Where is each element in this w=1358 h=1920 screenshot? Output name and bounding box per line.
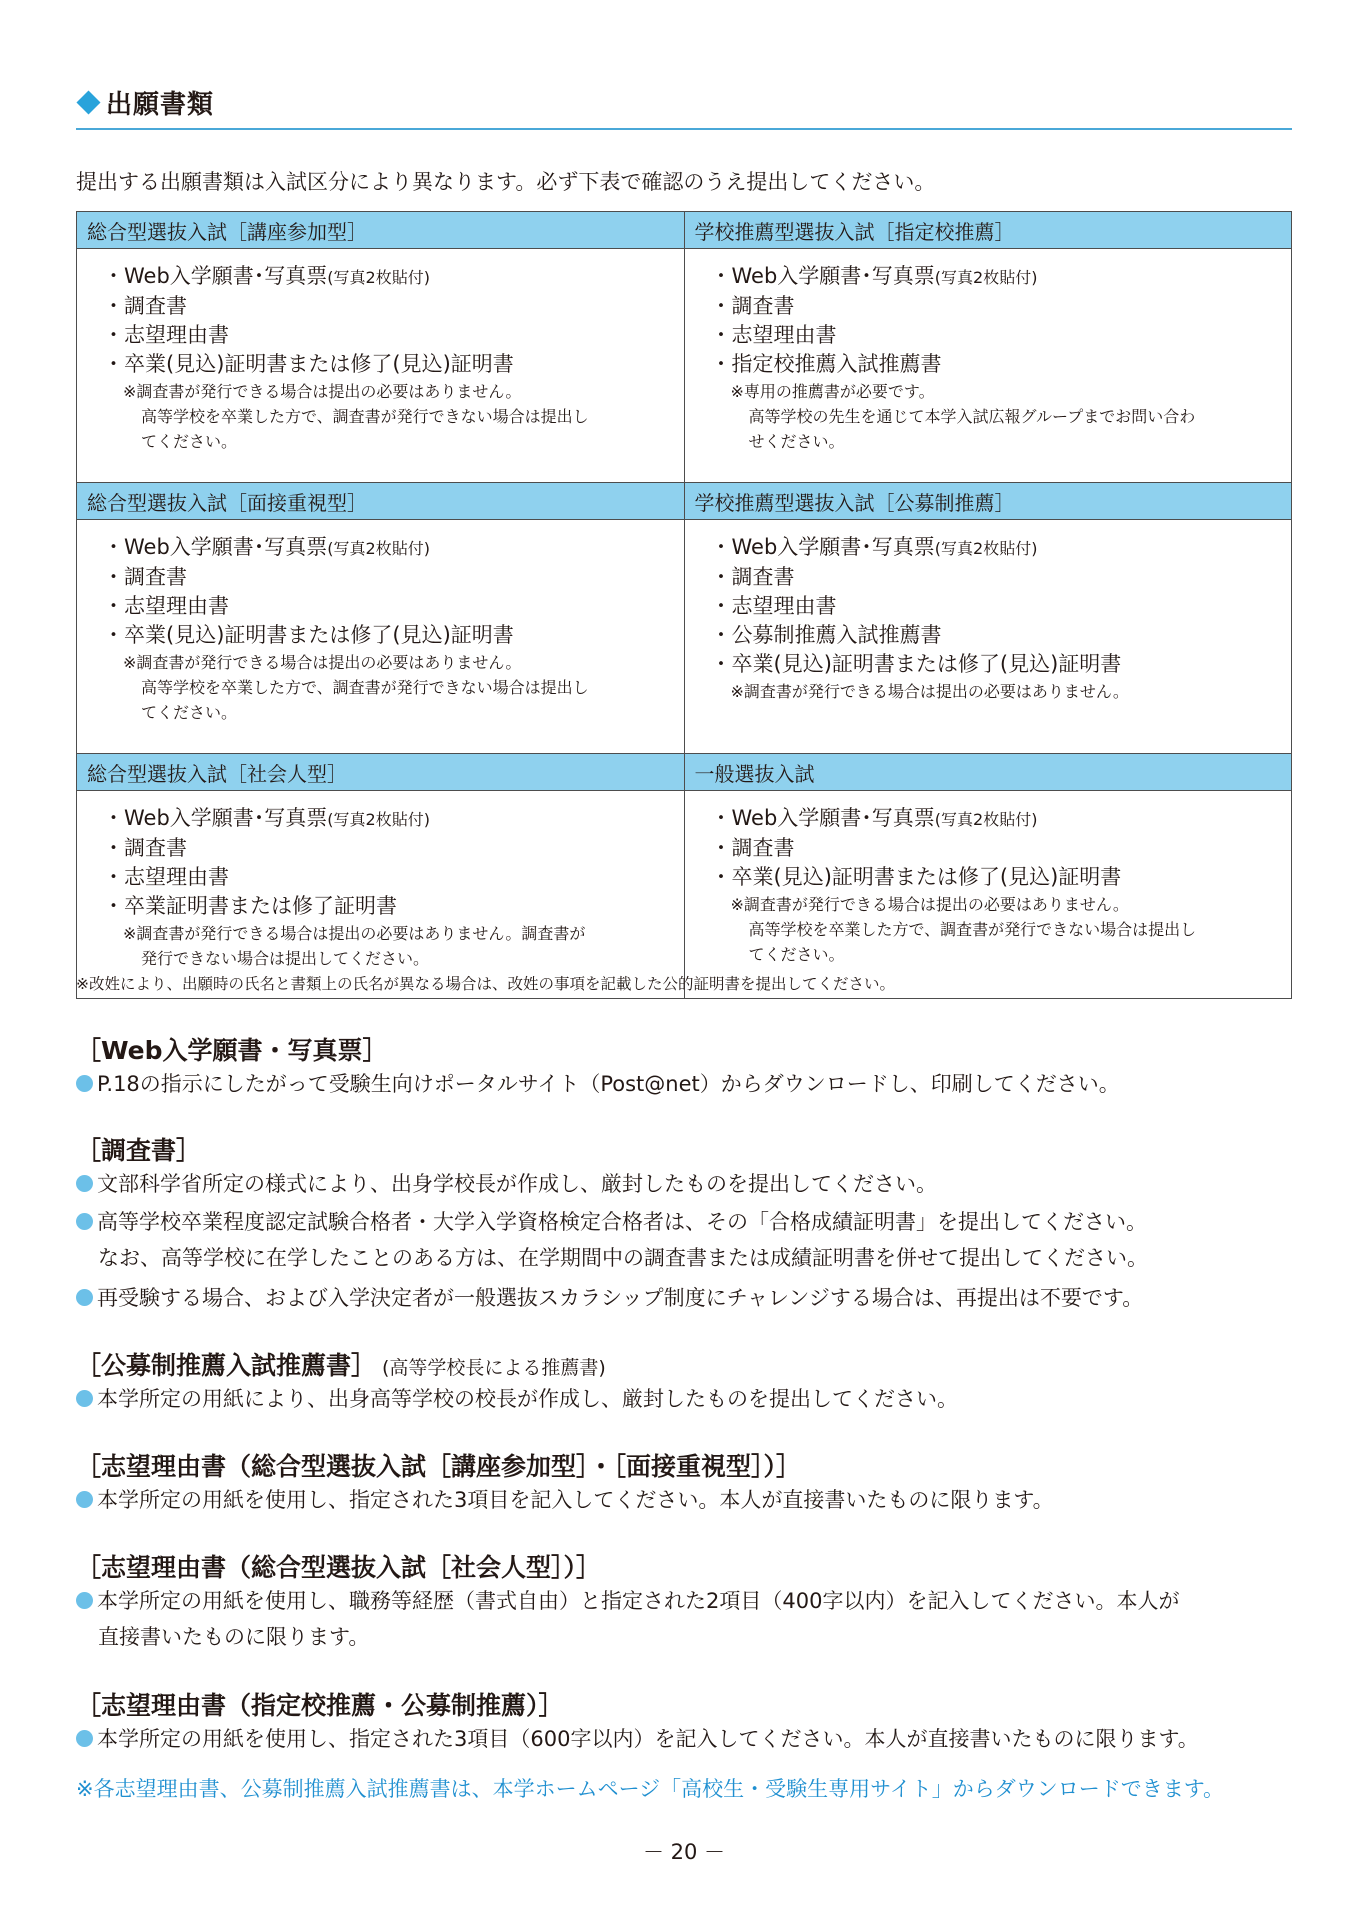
document-item: [103, 533, 668, 563]
document-note: [103, 921, 668, 971]
document-item-text: ・志望理由書: [103, 865, 229, 889]
bullet-dot-icon: [76, 1075, 93, 1092]
document-item: [103, 592, 668, 621]
document-note-line: ※調査書が発行できる場合は提出の必要はありません。: [123, 382, 522, 401]
download-note: ※各志望理由書、公募制推薦入試推薦書は、本学ホームページ「高校生・受験生専用サイト」からダウンロードできます。: [76, 1777, 1225, 1801]
document-note-line: てください。: [141, 432, 238, 451]
document-item: [711, 292, 1276, 321]
document-item: [103, 563, 668, 592]
document-item-text: ・Web入学願書･写真票: [103, 806, 328, 830]
documents-table: [76, 211, 1292, 999]
document-note: [103, 379, 668, 454]
document-item: [711, 863, 1276, 892]
document-item-text: ・卒業(見込)証明書または修了(見込)証明書: [103, 352, 514, 376]
document-note: [711, 679, 1276, 704]
document-item: [711, 834, 1276, 863]
document-item: [103, 834, 668, 863]
document-item: [103, 892, 668, 921]
document-note-line: 高等学校の先生を通じて本学入試広報グループまでお問い合わ: [748, 407, 1196, 426]
heading-shibou-2: ［志望理由書（総合型選抜入試［社会人型］）］: [76, 1553, 602, 1582]
section-title-text: 出願書類: [106, 90, 215, 120]
document-item-text: ・指定校推薦入試推薦書: [710, 352, 942, 376]
table-footnote: ※改姓により、出願時の氏名と書類上の氏名が異なる場合は、改姓の事項を記載した公的証明書を提出してください。: [76, 975, 895, 993]
table-body-row: [77, 791, 1292, 999]
document-note-line: てください。: [141, 703, 238, 722]
required-documents-cell: [684, 249, 1292, 483]
heading-shibou-1: ［志望理由書（総合型選抜入試［講座参加型］・［面接重視型］）］: [76, 1452, 802, 1481]
document-note: [711, 379, 1276, 454]
heading-web-application: ［Web入学願書・写真票］: [76, 1036, 388, 1065]
heading-chousasho: ［調査書］: [76, 1136, 202, 1165]
document-note-line: ※専用の推薦書が必要です。: [730, 382, 935, 401]
section-title: [76, 80, 1292, 130]
document-item: [103, 292, 668, 321]
document-item-text: ・Web入学願書･写真票: [710, 535, 935, 559]
document-note: [103, 650, 668, 725]
bullet-chousa-3: 再受験する場合、および入学決定者が一般選抜スカラシップ制度にチャレンジする場合は、再提出は不要です。: [76, 1280, 1143, 1316]
document-item-text: ・志望理由書: [710, 594, 837, 618]
document-item-text: ・調査書: [103, 294, 187, 318]
document-item-text: ・Web入学願書･写真票: [103, 264, 328, 288]
document-item: [711, 533, 1276, 563]
document-item-text: ・調査書: [710, 565, 795, 589]
document-note-line: ※調査書が発行できる場合は提出の必要はありません。: [730, 682, 1129, 701]
document-note-line: ※調査書が発行できる場合は提出の必要はありません。: [123, 653, 522, 672]
exam-category-heading: 学校推薦型選抜入試［指定校推薦］: [684, 212, 1292, 249]
table-header-row: [77, 754, 1292, 791]
document-note-line: 高等学校を卒業した方で、調査書が発行できない場合は提出し: [748, 920, 1197, 939]
table-header-row: [77, 483, 1292, 520]
document-item-text: ・調査書: [103, 836, 187, 860]
document-item: [103, 321, 668, 350]
document-item-text: ・卒業(見込)証明書または修了(見込)証明書: [103, 623, 514, 647]
exam-category-heading: 総合型選抜入試［社会人型］: [77, 754, 685, 791]
document-note-line: 発行できない場合は提出してください。: [141, 949, 430, 968]
bullet-koubo-1: 本学所定の用紙により、出身高等学校の校長が作成し、厳封したものを提出してください。: [76, 1381, 958, 1417]
document-item: [711, 804, 1276, 834]
exam-category-heading: 総合型選抜入試［面接重視型］: [77, 483, 685, 520]
bullet-chousa-1: 文部科学省所定の様式により、出身学校長が作成し、厳封したものを提出してください。: [76, 1166, 937, 1202]
bullet-dot-icon: [76, 1289, 93, 1306]
bullet-dot-icon: [76, 1730, 93, 1747]
document-item: [711, 321, 1276, 350]
bullet-shibou1-1: 本学所定の用紙を使用し、指定された3項目を記入してください。本人が直接書いたものに限ります。: [76, 1482, 1054, 1518]
document-item: [711, 350, 1276, 379]
document-item-text: ・志望理由書: [103, 594, 229, 618]
heading-koubo-recommendation: ［公募制推薦入試推薦書］ (高等学校長による推薦書): [76, 1351, 606, 1380]
document-item-text: ・志望理由書: [710, 323, 837, 347]
document-item-text: ・卒業(見込)証明書または修了(見込)証明書: [710, 652, 1122, 676]
required-documents-cell: [77, 249, 685, 483]
table-header-row: [77, 212, 1292, 249]
document-item: [103, 863, 668, 892]
document-item: [711, 563, 1276, 592]
document-note: [711, 892, 1276, 967]
table-body-row: [77, 249, 1292, 483]
bullet-shibou2-1: 本学所定の用紙を使用し、職務等経歴（書式自由）と指定された2項目（400字以内）を記入してください。本人が 直接書いたものに限ります。: [76, 1583, 1179, 1655]
document-item-text: ・調査書: [103, 565, 187, 589]
document-note-line: せください。: [748, 432, 845, 451]
bullet-dot-icon: [76, 1592, 93, 1609]
document-item-text: ・公募制推薦入試推薦書: [710, 623, 942, 647]
document-item-text: ・Web入学願書･写真票: [103, 535, 328, 559]
document-item: [711, 262, 1276, 292]
document-item-text: ・卒業証明書または修了証明書: [103, 894, 397, 918]
document-note-line: ※調査書が発行できる場合は提出の必要はありません。: [730, 895, 1129, 914]
bullet-web-1: P.18の指示にしたがって受験生向けポータルサイト（Post@net）からダウンロードし、印刷してください。: [76, 1066, 1120, 1102]
document-note-line: 高等学校を卒業した方で、調査書が発行できない場合は提出し: [141, 678, 589, 697]
document-item-note: (写真2枚貼付): [934, 539, 1038, 558]
exam-category-heading: 一般選抜入試: [684, 754, 1292, 791]
document-item: [711, 621, 1276, 650]
document-item: [103, 804, 668, 834]
bullet-dot-icon: [76, 1175, 93, 1192]
document-item-text: ・調査書: [710, 836, 795, 860]
exam-category-heading: 総合型選抜入試［講座参加型］: [77, 212, 685, 249]
bullet-shibou3-1: 本学所定の用紙を使用し、指定された3項目（600字以内）を記入してください。本人が直接書いたものに限ります。: [76, 1721, 1199, 1757]
document-item-note: (写真2枚貼付): [934, 268, 1038, 287]
page-number: － 20 －: [642, 1840, 726, 1864]
document-note-line: てください。: [748, 945, 845, 964]
required-documents-cell: [77, 520, 685, 754]
document-item-text: ・卒業(見込)証明書または修了(見込)証明書: [710, 865, 1122, 889]
document-item: [103, 350, 668, 379]
bullet-chousa-2: 高等学校卒業程度認定試験合格者・大学入学資格検定合格者は、その「合格成績証明書」を提出してください。 なお、高等学校に在学したことのある方は、在学期間中の調査書または成績証明書を併せて提出してください。: [76, 1204, 1148, 1276]
document-item-note: (写真2枚貼付): [934, 810, 1038, 829]
document-item: [103, 621, 668, 650]
document-item: [711, 650, 1276, 679]
document-item: [103, 262, 668, 292]
document-item-text: ・志望理由書: [103, 323, 229, 347]
bullet-dot-icon: [76, 1390, 93, 1407]
required-documents-cell: [77, 791, 685, 999]
exam-category-heading: 学校推薦型選抜入試［公募制推薦］: [684, 483, 1292, 520]
document-item-note: (写真2枚貼付): [327, 268, 430, 287]
document-item-text: ・調査書: [710, 294, 795, 318]
intro-text: 提出する出願書類は入試区分により異なります。必ず下表で確認のうえ提出してください。: [76, 170, 936, 194]
document-note-line: 高等学校を卒業した方で、調査書が発行できない場合は提出し: [141, 407, 589, 426]
diamond-icon: [76, 90, 100, 114]
table-body-row: [77, 520, 1292, 754]
bullet-dot-icon: [76, 1213, 93, 1230]
heading-shibou-3: ［志望理由書（指定校推薦・公募制推薦）］: [76, 1691, 564, 1720]
bullet-dot-icon: [76, 1491, 93, 1508]
document-note-line: ※調査書が発行できる場合は提出の必要はありません。調査書が: [123, 924, 586, 943]
document-item: [711, 592, 1276, 621]
required-documents-cell: [684, 791, 1292, 999]
document-item-text: ・Web入学願書･写真票: [710, 264, 935, 288]
document-item-text: ・Web入学願書･写真票: [710, 806, 935, 830]
document-item-note: (写真2枚貼付): [327, 539, 430, 558]
required-documents-cell: [684, 520, 1292, 754]
document-item-note: (写真2枚貼付): [327, 810, 430, 829]
